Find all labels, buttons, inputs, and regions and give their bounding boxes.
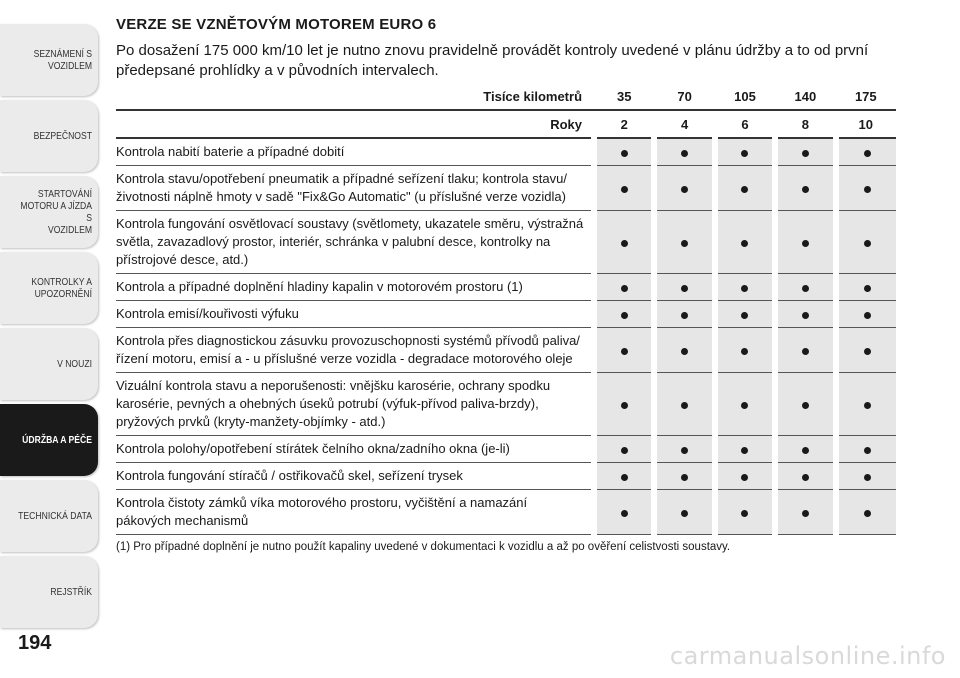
interval-cell: [654, 463, 714, 490]
interval-cell: [836, 138, 896, 166]
header-years-value: 4: [654, 110, 714, 138]
interval-cell: [775, 490, 835, 535]
header-km-label: Tisíce kilometrů: [116, 83, 594, 110]
table-row: [116, 490, 896, 535]
bullet-icon: [802, 474, 809, 481]
header-km-value: 70: [654, 83, 714, 110]
header-km-value: 140: [775, 83, 835, 110]
interval-cell: [715, 373, 775, 436]
bullet-icon: [741, 510, 748, 517]
bullet-icon: [802, 348, 809, 355]
bullet-icon: [681, 186, 688, 193]
bullet-icon: [864, 186, 871, 193]
interval-cell: [836, 490, 896, 535]
bullet-icon: [741, 348, 748, 355]
check-description: Kontrola přes diagnostickou zásuvku provozuschopnosti systémů přívodů paliva/řízení motoru, emisí a - u příslušné verze vozidla - degradace motorového oleje: [116, 328, 594, 373]
check-description: Kontrola čistoty zámků víka motorového prostoru, vyčištění a namazání pákových mechanismů: [116, 490, 594, 535]
interval-cell: [654, 138, 714, 166]
interval-cell: [775, 138, 835, 166]
interval-cell: [594, 274, 654, 301]
bullet-icon: [681, 150, 688, 157]
bullet-icon: [681, 402, 688, 409]
interval-cell: [715, 211, 775, 274]
check-description: Kontrola a případné doplnění hladiny kapalin v motorovém prostoru (1): [116, 274, 594, 301]
interval-cell: [836, 328, 896, 373]
interval-cell: [594, 138, 654, 166]
tab-label: V NOUZI: [57, 358, 92, 370]
tab-seznameni-s-vozidlem[interactable]: [0, 24, 98, 96]
header-km-value: 35: [594, 83, 654, 110]
bullet-icon: [741, 150, 748, 157]
interval-cell: [654, 436, 714, 463]
interval-cell: [594, 436, 654, 463]
interval-cell: [715, 490, 775, 535]
table-row: [116, 138, 896, 166]
bullet-icon: [864, 447, 871, 454]
table-row: [116, 373, 896, 436]
header-km-value: 105: [715, 83, 775, 110]
watermark: carmanualsonline.info: [669, 642, 946, 670]
bullet-icon: [864, 474, 871, 481]
check-description: Kontrola emisí/kouřivosti výfuku: [116, 301, 594, 328]
bullet-icon: [621, 510, 628, 517]
check-description: Kontrola fungování osvětlovací soustavy (světlomety, ukazatele směru, výstražná světla, zavazadlový prostor, interiér, schránka v palubní desce, kontrolky na přístrojové desce, atd.): [116, 211, 594, 274]
intro-paragraph: Po dosažení 175 000 km/10 let je nutno znovu pravidelně provádět kontroly uvedené v plánu údržby a to od první předepsané prohlídky a v původních intervalech.: [116, 42, 869, 79]
interval-cell: [836, 211, 896, 274]
bullet-icon: [741, 312, 748, 319]
bullet-icon: [621, 402, 628, 409]
bullet-icon: [864, 285, 871, 292]
bullet-icon: [621, 312, 628, 319]
tab-label: STARTOVÁNÍ MOTORU A JÍZDA S VOZIDLEM: [20, 188, 92, 236]
interval-cell: [594, 166, 654, 211]
bullet-icon: [802, 186, 809, 193]
check-description: Kontrola polohy/opotřebení stírátek čelního okna/zadního okna (je-li): [116, 436, 594, 463]
table-row: [116, 166, 896, 211]
interval-cell: [654, 301, 714, 328]
interval-cell: [775, 463, 835, 490]
bullet-icon: [802, 447, 809, 454]
bullet-icon: [681, 312, 688, 319]
bullet-icon: [681, 474, 688, 481]
table-row: [116, 274, 896, 301]
interval-cell: [654, 373, 714, 436]
tab-bezpecnost[interactable]: [0, 100, 98, 172]
bullet-icon: [741, 285, 748, 292]
check-description: Vizuální kontrola stavu a neporušenosti: vnějšku karosérie, ochrany spodku karosérie, pevných a ohebných úseků potrubí (výfuk-přívod paliva-brzdy), pryžových prvků (kryty-manžety-objímky - atd.): [116, 373, 594, 436]
table-row: [116, 328, 896, 373]
interval-cell: [654, 166, 714, 211]
bullet-icon: [681, 510, 688, 517]
bullet-icon: [681, 348, 688, 355]
tab-label: TECHNICKÁ DATA: [18, 510, 92, 522]
interval-cell: [775, 166, 835, 211]
bullet-icon: [621, 150, 628, 157]
check-description: Kontrola fungování stíračů / ostřikovačů skel, seřízení trysek: [116, 463, 594, 490]
bullet-icon: [741, 186, 748, 193]
tab-technicka-data[interactable]: [0, 480, 98, 552]
interval-cell: [654, 211, 714, 274]
interval-cell: [836, 373, 896, 436]
interval-cell: [836, 166, 896, 211]
interval-cell: [594, 373, 654, 436]
interval-cell: [654, 274, 714, 301]
interval-cell: [836, 274, 896, 301]
interval-cell: [775, 211, 835, 274]
bullet-icon: [864, 240, 871, 247]
bullet-icon: [802, 312, 809, 319]
interval-cell: [594, 328, 654, 373]
bullet-icon: [802, 150, 809, 157]
bullet-icon: [621, 186, 628, 193]
bullet-icon: [864, 402, 871, 409]
interval-cell: [836, 436, 896, 463]
bullet-icon: [621, 240, 628, 247]
page-number: 194: [18, 632, 52, 654]
bullet-icon: [802, 240, 809, 247]
bullet-icon: [681, 240, 688, 247]
interval-cell: [775, 328, 835, 373]
interval-cell: [594, 463, 654, 490]
interval-cell: [594, 211, 654, 274]
maintenance-schedule-table: [116, 83, 896, 535]
tab-label: BEZPEČNOST: [33, 130, 92, 142]
tab-label: SEZNÁMENÍ S VOZIDLEM: [33, 48, 92, 72]
bullet-icon: [864, 510, 871, 517]
header-row-km: [116, 83, 896, 110]
interval-cell: [775, 274, 835, 301]
interval-cell: [594, 301, 654, 328]
bullet-icon: [802, 510, 809, 517]
interval-cell: [715, 328, 775, 373]
check-description: Kontrola stavu/opotřebení pneumatik a případné seřízení tlaku; kontrola stavu/životnosti náplně hmoty v sadě "Fix&Go Automatic" (u příslušné verze vozidla): [116, 166, 594, 211]
table-row: [116, 436, 896, 463]
table-row: [116, 211, 896, 274]
interval-cell: [654, 490, 714, 535]
bullet-icon: [621, 348, 628, 355]
tab-udrzba-a-pece[interactable]: [0, 404, 98, 476]
bullet-icon: [802, 402, 809, 409]
bullet-icon: [864, 348, 871, 355]
bullet-icon: [621, 447, 628, 454]
interval-cell: [594, 490, 654, 535]
header-years-value: 10: [836, 110, 896, 138]
interval-cell: [775, 301, 835, 328]
header-years-value: 8: [775, 110, 835, 138]
tab-v-nouzi[interactable]: [0, 328, 98, 400]
tab-label: KONTROLKY A UPOZORNĚNÍ: [31, 276, 92, 300]
table-row: [116, 301, 896, 328]
interval-cell: [836, 463, 896, 490]
bullet-icon: [681, 285, 688, 292]
bullet-icon: [741, 474, 748, 481]
interval-cell: [715, 463, 775, 490]
bullet-icon: [802, 285, 809, 292]
table-row: [116, 463, 896, 490]
bullet-icon: [741, 240, 748, 247]
interval-cell: [775, 373, 835, 436]
footnote: (1) Pro případné doplnění je nutno použít kapaliny uvedené v dokumentaci k vozidlu a až po ověření celistvosti soustavy.: [116, 541, 731, 553]
header-years-value: 6: [715, 110, 775, 138]
tab-label: ÚDRŽBA A PÉČE: [22, 434, 93, 446]
bullet-icon: [621, 285, 628, 292]
header-years-label: Roky: [116, 110, 594, 138]
bullet-icon: [681, 447, 688, 454]
interval-cell: [715, 301, 775, 328]
interval-cell: [775, 436, 835, 463]
interval-cell: [715, 274, 775, 301]
bullet-icon: [621, 474, 628, 481]
tab-kontrolky-a-upozorneni[interactable]: [0, 252, 98, 324]
bullet-icon: [864, 150, 871, 157]
bullet-icon: [741, 447, 748, 454]
interval-cell: [715, 138, 775, 166]
tab-rejstrik[interactable]: [0, 556, 98, 628]
tab-label: REJSTŘÍK: [50, 586, 92, 598]
header-years-value: 2: [594, 110, 654, 138]
section-heading: VERZE SE VZNĚTOVÝM MOTOREM EURO 6: [116, 16, 437, 33]
check-description: Kontrola nabití baterie a případné dobití: [116, 138, 594, 166]
interval-cell: [715, 436, 775, 463]
interval-cell: [715, 166, 775, 211]
header-km-value: 175: [836, 83, 896, 110]
header-row-years: [116, 110, 896, 138]
bullet-icon: [864, 312, 871, 319]
interval-cell: [836, 301, 896, 328]
tab-startovani-motoru[interactable]: [0, 176, 98, 248]
bullet-icon: [741, 402, 748, 409]
main-content: [116, 16, 896, 553]
schedule-body: [116, 138, 896, 535]
interval-cell: [654, 328, 714, 373]
